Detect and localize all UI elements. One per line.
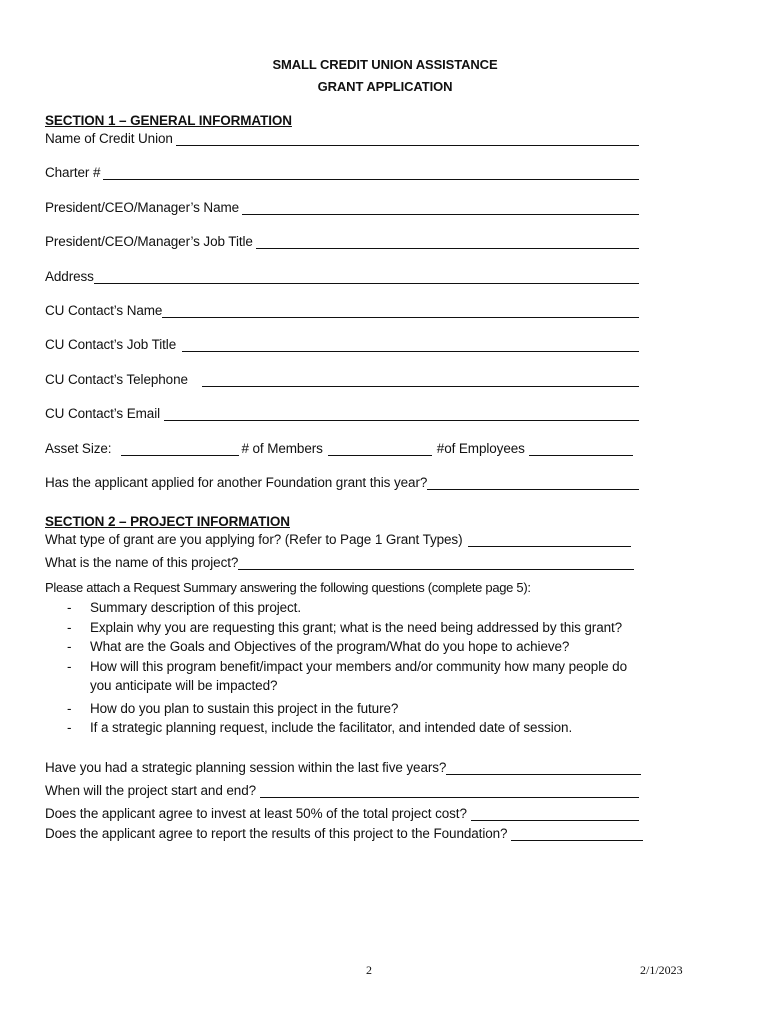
footer-date: 2/1/2023 bbox=[640, 963, 683, 977]
grant-type-row bbox=[45, 531, 631, 547]
employees-field[interactable] bbox=[529, 440, 633, 456]
report-results-label: Does the applicant agree to report the results of this project to the Foundation? bbox=[45, 826, 508, 841]
form-title-line2: GRANT APPLICATION bbox=[317, 79, 453, 94]
address-field[interactable] bbox=[94, 268, 639, 284]
contact-phone-label: CU Contact’s Telephone bbox=[45, 372, 188, 387]
start-end-field[interactable] bbox=[260, 782, 639, 798]
president-title-row bbox=[45, 233, 639, 249]
address-row bbox=[45, 268, 639, 284]
asset-size-field[interactable] bbox=[121, 440, 239, 456]
report-results-field[interactable] bbox=[511, 825, 643, 841]
section2-heading: SECTION 2 – PROJECT INFORMATION bbox=[45, 514, 290, 529]
invest-50-row bbox=[45, 805, 639, 821]
contact-phone-row bbox=[45, 371, 639, 387]
attach-note bbox=[45, 580, 531, 595]
employees-label: #of Employees bbox=[436, 441, 525, 456]
charter-field[interactable] bbox=[103, 164, 639, 180]
contact-email-field[interactable] bbox=[164, 405, 639, 421]
form-title-line1: SMALL CREDIT UNION ASSISTANCE bbox=[272, 57, 498, 72]
contact-title-field[interactable] bbox=[182, 336, 639, 352]
contact-title-row bbox=[45, 336, 639, 352]
charter-label: Charter # bbox=[45, 165, 101, 180]
president-name-label: President/CEO/Manager’s Name bbox=[45, 200, 240, 215]
asset-size-label: Asset Size: bbox=[45, 441, 112, 456]
section1-heading: SECTION 1 – GENERAL INFORMATION bbox=[45, 113, 292, 128]
contact-email-row bbox=[45, 405, 639, 421]
list-item: - If a strategic planning request, include the facilitator, and intended date of session. bbox=[67, 720, 573, 735]
members-field[interactable] bbox=[328, 440, 432, 456]
strategic-session-field[interactable] bbox=[446, 759, 641, 775]
asset-members-row bbox=[45, 440, 633, 456]
cu-name-field[interactable] bbox=[176, 130, 639, 146]
project-name-label: What is the name of this project? bbox=[45, 555, 239, 570]
contact-email-label: CU Contact’s Email bbox=[45, 406, 160, 421]
list-item: - How do you plan to sustain this project in the future? bbox=[67, 700, 399, 716]
start-end-label: When will the project start and end? bbox=[45, 783, 257, 798]
project-name-field[interactable] bbox=[238, 554, 634, 570]
request-summary-list bbox=[45, 598, 705, 738]
page-number: 2 bbox=[366, 963, 372, 977]
contact-title-label: CU Contact’s Job Title bbox=[45, 337, 177, 352]
list-item: - How will this program benefit/impact your members and/or community how many people do you anticipate will be impacted? bbox=[67, 658, 627, 693]
president-name-field[interactable] bbox=[242, 199, 639, 215]
project-name-row bbox=[45, 554, 634, 570]
list-item: - What are the Goals and Objectives of the program/What do you hope to achieve? bbox=[67, 639, 570, 654]
president-name-row bbox=[45, 199, 639, 215]
strategic-session-row bbox=[45, 759, 641, 775]
other-grant-field[interactable] bbox=[427, 474, 639, 490]
grant-type-field[interactable] bbox=[468, 531, 631, 547]
other-grant-row bbox=[45, 474, 639, 490]
contact-name-row bbox=[45, 302, 639, 318]
cu-name-row bbox=[45, 130, 639, 146]
contact-name-field[interactable] bbox=[162, 302, 639, 318]
report-results-row bbox=[45, 825, 643, 841]
cu-name-label: Name of Credit Union bbox=[45, 131, 173, 146]
other-grant-label: Has the applicant applied for another Foundation grant this year? bbox=[45, 475, 428, 490]
president-title-label: President/CEO/Manager’s Job Title bbox=[45, 234, 253, 249]
invest-50-field[interactable] bbox=[471, 805, 639, 821]
contact-name-label: CU Contact’s Name bbox=[45, 303, 163, 318]
address-label: Address bbox=[45, 269, 94, 284]
attach-note-text: Please attach a Request Summary answering the following questions (complete page 5): bbox=[45, 580, 531, 595]
members-label: # of Members bbox=[241, 441, 323, 456]
list-item: - Explain why you are requesting this grant; what is the need being addressed by this grant? bbox=[67, 619, 623, 635]
start-end-row bbox=[45, 782, 639, 798]
contact-phone-field[interactable] bbox=[202, 371, 639, 387]
invest-50-label: Does the applicant agree to invest at least 50% of the total project cost? bbox=[45, 806, 467, 821]
grant-type-label: What type of grant are you applying for? (Refer to Page 1 Grant Types) bbox=[45, 532, 463, 547]
list-item: - Summary description of this project. bbox=[67, 600, 301, 615]
charter-row bbox=[45, 164, 639, 180]
president-title-field[interactable] bbox=[256, 233, 639, 249]
strategic-session-label: Have you had a strategic planning session within the last five years? bbox=[45, 760, 447, 775]
